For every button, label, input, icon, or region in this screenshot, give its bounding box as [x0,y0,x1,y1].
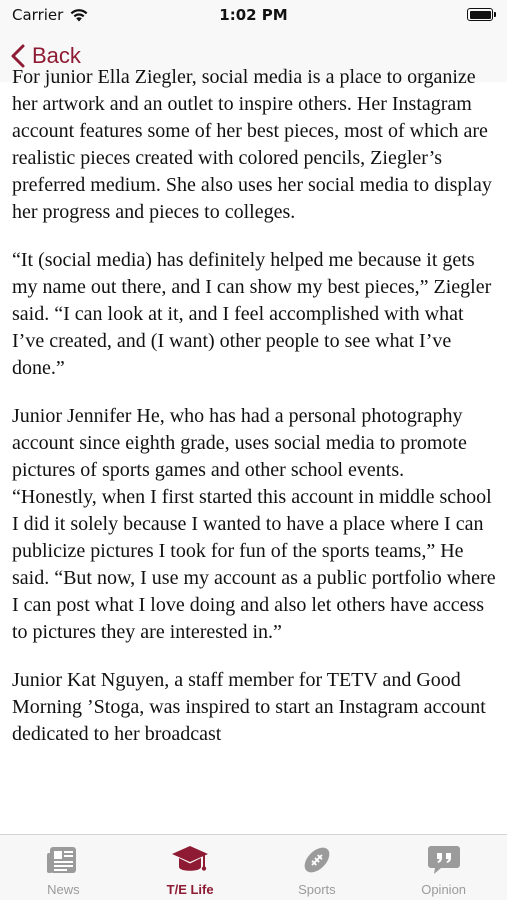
carrier-label: Carrier [12,6,64,24]
tab-opinion[interactable] [380,835,507,900]
tab-te-life[interactable] [127,835,254,900]
status-time: 1:02 PM [219,6,288,24]
article-paragraph: Junior Jennifer He, who has had a personal photography account since eighth grade, uses social media to promote pictures of sports games and other school events. [12,405,467,481]
status-bar [0,0,507,30]
article-paragraph: Junior Kat Nguyen, a staff member for TETV and Good Morning ’Stoga, was inspired to start an Instagram account dedicated to her broadcast [12,669,486,745]
back-label: Back [32,43,81,68]
article-paragraph: “It (social media) has definitely helped me because it gets my name out there, and I can show my best pieces,” Ziegler said. “I can look at it, and I feel accomplished with what I’ve created, and (I want) other people to see what I’ve done.” [12,249,492,379]
tab-bar [0,834,507,900]
battery-level [470,11,491,19]
article-content [12,64,499,769]
article-paragraph: For junior Ella Ziegler, social media is a place to organize her artwork and an outlet to inspire others. Her Instagram account features some of her best pieces, most of which are realistic pieces created with colored pencils, Ziegler’s preferred medium. She also uses her social media to display her progress and pieces to colleges. [12,66,492,223]
quote-bubble-icon [426,843,462,877]
tab-sports[interactable] [254,835,381,900]
tab-label: Opinion [421,882,467,897]
graduation-cap-icon [172,843,208,877]
newspaper-icon [45,843,81,877]
article-body[interactable] [0,66,507,834]
tab-news[interactable] [0,835,127,900]
article-paragraph: “Honestly, when I first started this account in middle school I did it solely because I wanted to have a place where I can publicize pictures I took for fun of the sports teams,” He said. “But now, I use my account as a public portfolio where I can post what I love doing and also let others have access to pictures they are interested in.” [12,486,496,643]
football-icon [299,843,335,877]
tab-label: Sports [298,882,336,897]
tab-label: News [47,882,80,897]
battery-icon [467,8,493,21]
tab-label: T/E Life [166,882,214,897]
